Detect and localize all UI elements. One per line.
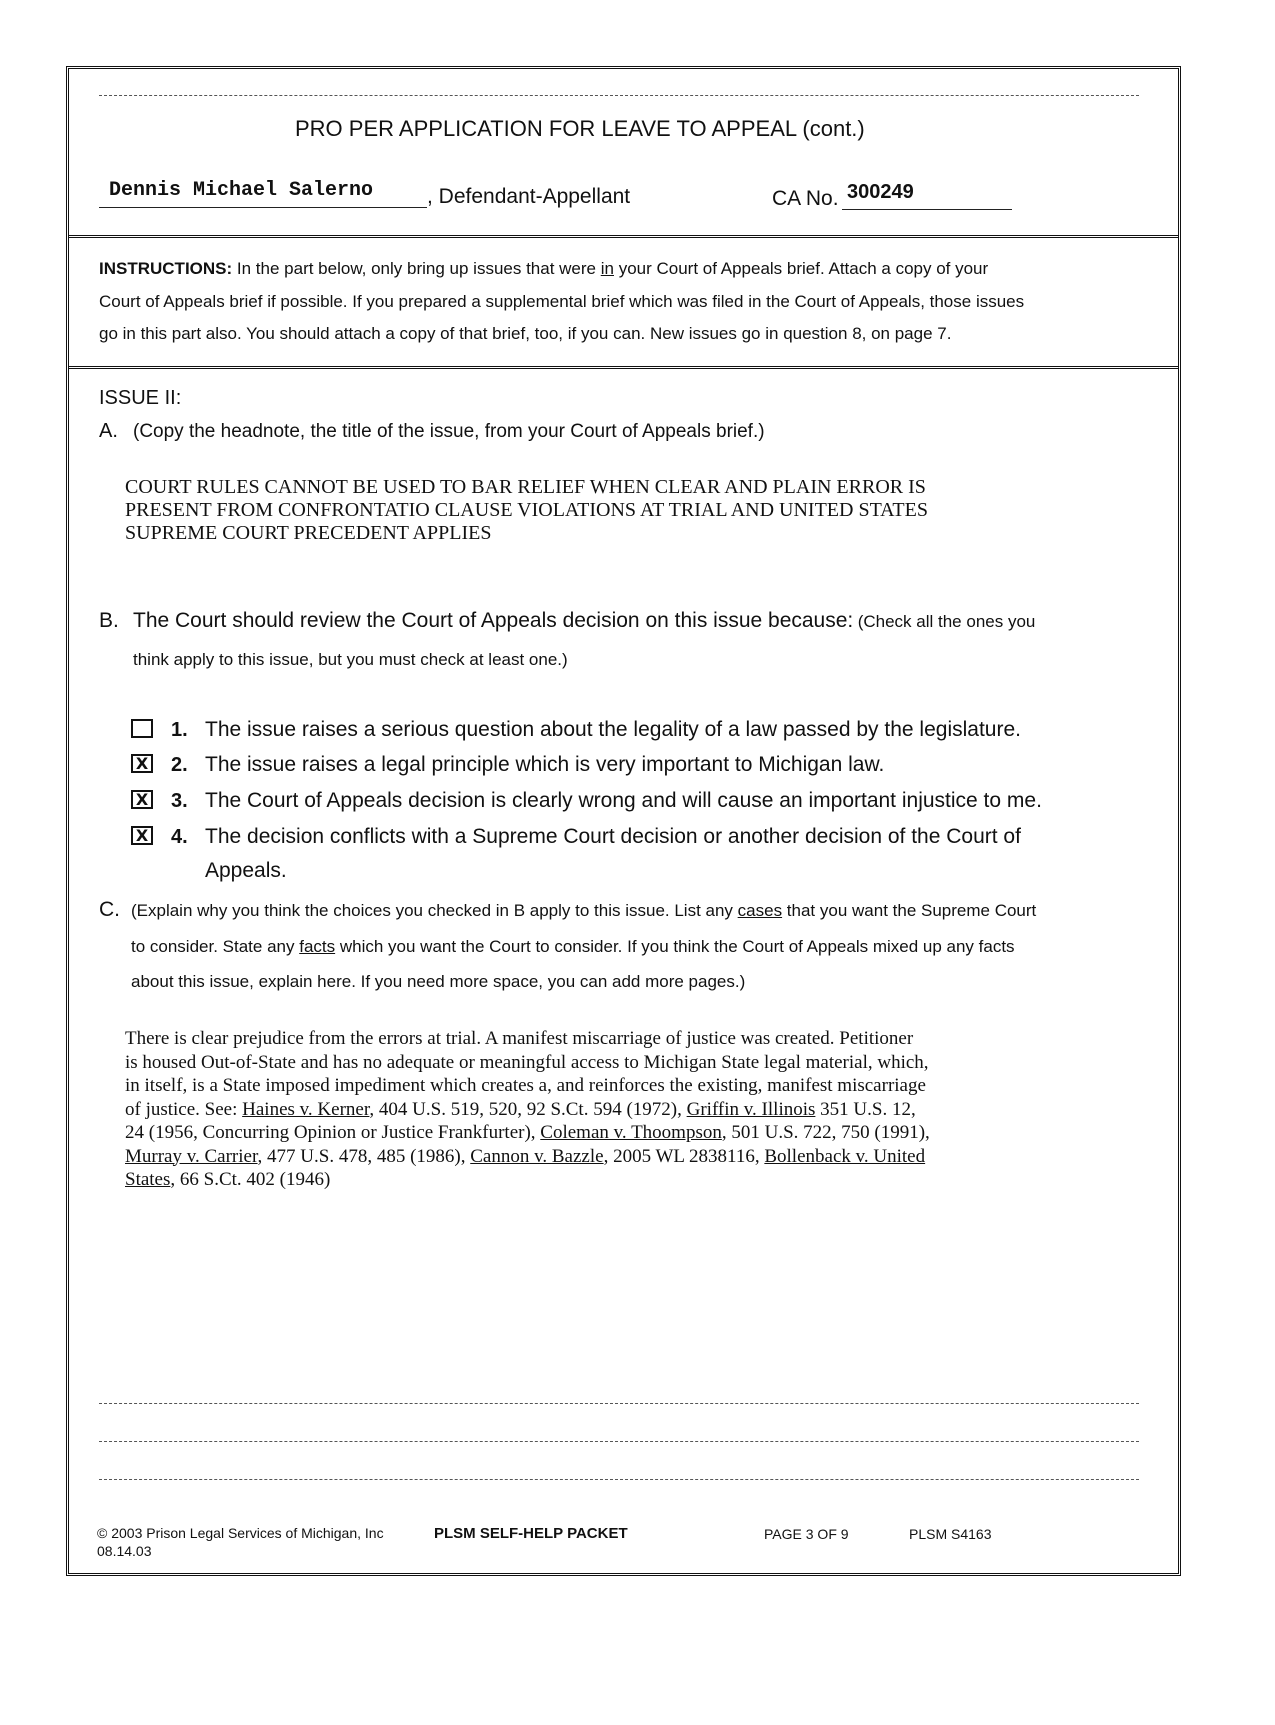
issue-c-label: C. bbox=[99, 898, 120, 921]
answer-line-1: There is clear prejudice from the errors at trial. A manifest miscarriage of justice was created. Petitioner bbox=[125, 1028, 914, 1049]
instructions-label: INSTRUCTIONS: bbox=[99, 259, 233, 278]
answer-4c: 351 U.S. 12, bbox=[815, 1098, 916, 1120]
ca-number-value: 300249 bbox=[847, 181, 914, 203]
answer-5b: , 501 U.S. 722, 750 (1991), bbox=[721, 1122, 930, 1143]
issue-c-cases: cases bbox=[737, 901, 783, 920]
issue-a-label: A. bbox=[99, 420, 118, 442]
defendant-name: Dennis Michael Salerno bbox=[109, 179, 374, 202]
issue-b-prompt: The Court should review the Court of Appeals decision on this issue because: bbox=[133, 609, 854, 632]
case-coleman: Coleman v. Thoompson bbox=[540, 1122, 722, 1143]
instructions-text-1a: In the part below, only bring up issues that were bbox=[236, 259, 601, 278]
option-4-text-cont: Appeals. bbox=[205, 859, 287, 882]
instructions-line-1 bbox=[99, 259, 988, 279]
case-cannon: Cannon v. Bazzle bbox=[470, 1145, 604, 1167]
option-3 bbox=[131, 788, 1161, 816]
footer-form-id: PLSM S4163 bbox=[909, 1526, 992, 1542]
issue-b-label: B. bbox=[99, 609, 119, 632]
instructions-line-2: Court of Appeals brief if possible. If you prepared a supplemental brief which was filed in the Court of Appeals, those issues bbox=[99, 292, 1025, 311]
headnote-line-2: PRESENT FROM CONFRONTATIO CLAUSE VIOLATIONS AT TRIAL AND UNITED STATES bbox=[125, 499, 928, 521]
header-top-rule bbox=[99, 95, 1139, 96]
answer-4a: of justice. See: bbox=[125, 1098, 243, 1120]
option-4-checkbox[interactable]: X bbox=[131, 826, 153, 845]
option-3-number: 3. bbox=[171, 790, 188, 812]
answer-line-5 bbox=[125, 1121, 930, 1145]
case-bollenback-cont: States bbox=[125, 1169, 171, 1190]
divider-2 bbox=[69, 366, 1178, 369]
option-1 bbox=[131, 717, 1161, 745]
issue-c-line-1 bbox=[131, 901, 1036, 921]
answer-6a: , 477 U.S. 478, 485 (1986), bbox=[257, 1145, 471, 1167]
answer-text bbox=[125, 1027, 930, 1192]
issue-c-text-1a: (Explain why you think the choices you checked in B apply to this issue. List any bbox=[131, 901, 738, 920]
issue-a-prompt: (Copy the headnote, the title of the issue, from your Court of Appeals brief.) bbox=[133, 421, 765, 442]
option-2-text: The issue raises a legal principle which is very important to Michigan law. bbox=[205, 753, 885, 776]
footer-packet: PLSM SELF-HELP PACKET bbox=[434, 1525, 628, 1542]
case-griffin: Griffin v. Illinois bbox=[686, 1098, 816, 1120]
answer-6b: , 2005 WL 2838116, bbox=[603, 1145, 765, 1167]
issue-c-line-2 bbox=[131, 937, 1015, 957]
option-4 bbox=[131, 824, 1161, 888]
issue-heading: ISSUE II: bbox=[99, 387, 182, 409]
form-title: PRO PER APPLICATION FOR LEAVE TO APPEAL (cont.) bbox=[295, 116, 865, 141]
answer-5a: 24 (1956, Concurring Opinion or Justice Frankfurter), bbox=[125, 1122, 541, 1143]
option-1-number: 1. bbox=[171, 719, 188, 741]
divider-1 bbox=[69, 235, 1178, 238]
blank-line-1 bbox=[99, 1403, 1139, 1404]
instructions-in: in bbox=[600, 259, 614, 278]
option-2-number: 2. bbox=[171, 754, 188, 776]
instructions-text-1b: your Court of Appeals brief. Attach a copy of your bbox=[613, 259, 989, 278]
blank-line-3 bbox=[99, 1479, 1139, 1480]
issue-c-text-2a: to consider. State any bbox=[131, 937, 300, 956]
issue-b-prompt-line-1 bbox=[133, 609, 1035, 633]
answer-4b: , 404 U.S. 519, 520, 92 S.Ct. 594 (1972), bbox=[369, 1098, 687, 1120]
answer-line-4 bbox=[125, 1098, 930, 1122]
option-2-checkbox[interactable]: X bbox=[131, 754, 153, 773]
option-2 bbox=[131, 752, 1161, 780]
answer-line-3: in itself, is a State imposed impediment which creates a, and reinforces the existing, manifest miscarriage bbox=[125, 1075, 926, 1096]
case-bollenback: Bollenback v. United bbox=[764, 1145, 926, 1167]
case-murray: Murray v. Carrier bbox=[125, 1145, 258, 1167]
answer-7a: , 66 S.Ct. 402 (1946) bbox=[170, 1169, 331, 1190]
issue-c-text-2b: which you want the Court to consider. If you think the Court of Appeals mixed up any facts bbox=[335, 937, 1015, 956]
footer-date: 08.14.03 bbox=[97, 1543, 152, 1559]
blank-line-2 bbox=[99, 1441, 1139, 1442]
headnote-line-3: SUPREME COURT PRECEDENT APPLIES bbox=[125, 522, 492, 544]
issue-b-note-2: think apply to this issue, but you must check at least one.) bbox=[133, 650, 568, 669]
issue-c-text-1b: that you want the Supreme Court bbox=[782, 901, 1037, 920]
headnote-line-1: COURT RULES CANNOT BE USED TO BAR RELIEF WHEN CLEAR AND PLAIN ERROR IS bbox=[125, 476, 926, 498]
option-4-number: 4. bbox=[171, 826, 188, 848]
defendant-role-label: , Defendant-Appellant bbox=[427, 185, 631, 208]
defendant-name-line bbox=[99, 207, 427, 208]
answer-line-7 bbox=[125, 1168, 930, 1192]
answer-line-2: is housed Out-of-State and has no adequate or meaningful access to Michigan State legal material, which, bbox=[125, 1051, 929, 1073]
option-4-text: The decision conflicts with a Supreme Court decision or another decision of the Court of bbox=[205, 825, 1021, 848]
issue-c-facts: facts bbox=[299, 937, 336, 956]
footer-page: PAGE 3 OF 9 bbox=[764, 1526, 849, 1542]
option-3-text: The Court of Appeals decision is clearly wrong and will cause an important injustice to me. bbox=[205, 789, 1042, 812]
issue-c-line-3: about this issue, explain here. If you need more space, you can add more pages.) bbox=[131, 972, 746, 991]
form-frame bbox=[66, 66, 1181, 1576]
footer-copyright: © 2003 Prison Legal Services of Michigan, Inc bbox=[97, 1525, 384, 1541]
ca-number-line bbox=[842, 209, 1012, 210]
option-1-text: The issue raises a serious question about the legality of a law passed by the legislature. bbox=[205, 718, 1021, 741]
option-1-checkbox[interactable] bbox=[131, 719, 153, 738]
option-3-checkbox[interactable]: X bbox=[131, 790, 153, 809]
ca-number-label: CA No. bbox=[772, 187, 839, 210]
answer-line-6 bbox=[125, 1145, 930, 1169]
case-haines: Haines v. Kerner bbox=[242, 1098, 370, 1120]
instructions-line-3: go in this part also. You should attach a copy of that brief, too, if you can. New issues go in question 8, on page 7. bbox=[99, 324, 952, 343]
issue-b-note-1: (Check all the ones you bbox=[857, 612, 1036, 631]
